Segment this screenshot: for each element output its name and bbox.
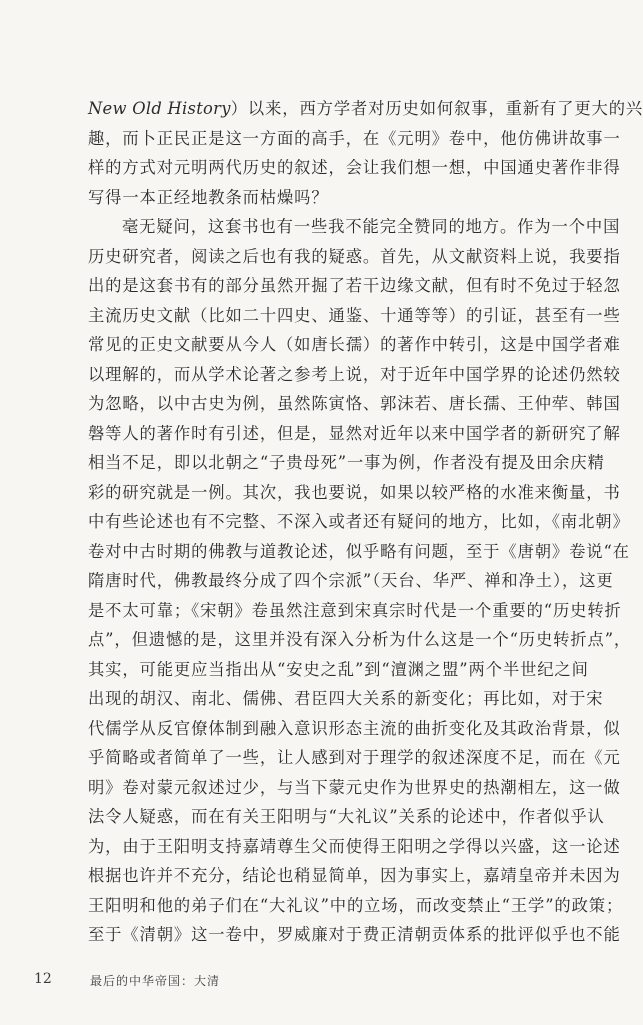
- text-line: 常见的正史文献要从今人（如唐长孺）的著作中转引，这是中国学者难: [88, 335, 621, 354]
- text-line: 为忽略，以中古史为例，虽然陈寅恪、郭沫若、唐长孺、王仲荦、韩国: [88, 394, 621, 413]
- text-line: 写得一本正经地教条而枯燥吗？: [88, 187, 329, 207]
- text-line: 出的是这套书有的部分虽然开掘了若干边缘文献，但有时不免过于轻忽: [88, 276, 621, 295]
- text-line: 根据也许并不充分，结论也稍显简单，因为事实上，嘉靖皇帝并未因为: [88, 866, 621, 885]
- text-line: 磐等人的著作时有引述，但是，显然对近年以来中国学者的新研究了解: [88, 423, 621, 443]
- text-line: 点”，但遗憾的是，这里并没有深入分析为什么这是一个“历史转折点”，: [88, 630, 632, 649]
- text-line-rest: ）以来，西方学者对历史如何叙事，重新有了更大的兴: [230, 99, 643, 118]
- text-line: 以理解的，而从学术论著之参考上说，对于近年中国学界的论述仍然较: [88, 364, 621, 384]
- body-text: [88, 94, 643, 950]
- text-line: 主流历史文献（比如二十四史、通鉴、十通等等）的引证，甚至有一些: [88, 305, 621, 325]
- text-line: 为，由于王阳明支持嘉靖尊生父而使得王阳明之学得以兴盛，这一论述: [88, 836, 621, 856]
- text-line: 卷对中古时期的佛教与道教论述，似乎略有问题，至于《唐朝》卷说“在: [88, 541, 630, 561]
- text-line: 乎简略或者简单了一些，让人感到对于理学的叙述深度不足，而在《元: [88, 748, 621, 767]
- text-line: 中有些论述也有不完整、不深入或者还有疑问的地方，比如，《南北朝》: [88, 512, 630, 531]
- text-line: 其实，可能更应当指出从“安史之乱”到“澶渊之盟”两个半世纪之间: [88, 659, 589, 679]
- text-line: 王阳明和他的弟子们在“大礼议”中的立场，而改变禁止“王学”的政策；: [88, 895, 624, 915]
- text-line: 明》卷对蒙元叙述过少，与当下蒙元史作为世界史的热潮相左，这一做: [88, 777, 621, 797]
- page-footer: [0, 971, 638, 995]
- text-line: 至于《清朝》这一卷中，罗威廉对于费正清朝贡体系的批评似乎也不能: [88, 925, 621, 944]
- text-line: 是不太可靠；《宋朝》卷虽然注意到宋真宗时代是一个重要的“历史转折: [88, 600, 622, 620]
- page-number: 12: [34, 971, 52, 987]
- text-line: 彩的研究就是一例。其次，我也要说，如果以较严格的水准来衡量，书: [88, 482, 621, 502]
- running-title: 最后的中华帝国：大清: [90, 974, 221, 988]
- text-line: 历史研究者，阅读之后也有我的疑惑。首先，从文献资料上说，我要指: [88, 246, 621, 266]
- text-line: 样的方式对元明两代历史的叙述，会让我们想一想，中国通史著作非得: [88, 158, 621, 177]
- text-line: [88, 94, 643, 124]
- paragraph-start-line: 毫无疑问，这套书也有一些我不能完全赞同的地方。作为一个中国: [122, 217, 621, 236]
- text-line: 代儒学从反官僚体制到融入意识形态主流的曲折变化及其政治背景，似: [88, 718, 621, 738]
- text-line: 出现的胡汉、南北、儒佛、君臣四大关系的新变化；再比如，对于宋: [88, 689, 604, 708]
- text-line: 趣，而卜正民正是这一方面的高手，在《元明》卷中，他仿佛讲故事一: [88, 128, 621, 148]
- english-book-title: New Old History: [88, 99, 231, 118]
- text-line: 相当不足，即以北朝之“子贵母死”一事为例，作者没有提及田余庆精: [88, 453, 605, 472]
- text-line: 隋唐时代，佛教最终分成了四个宗派”（天台、华严、禅和净土），这更: [88, 571, 614, 590]
- text-line: 法令人疑惑，而在有关王阳明与“大礼议”关系的论述中，作者似乎认: [88, 807, 605, 826]
